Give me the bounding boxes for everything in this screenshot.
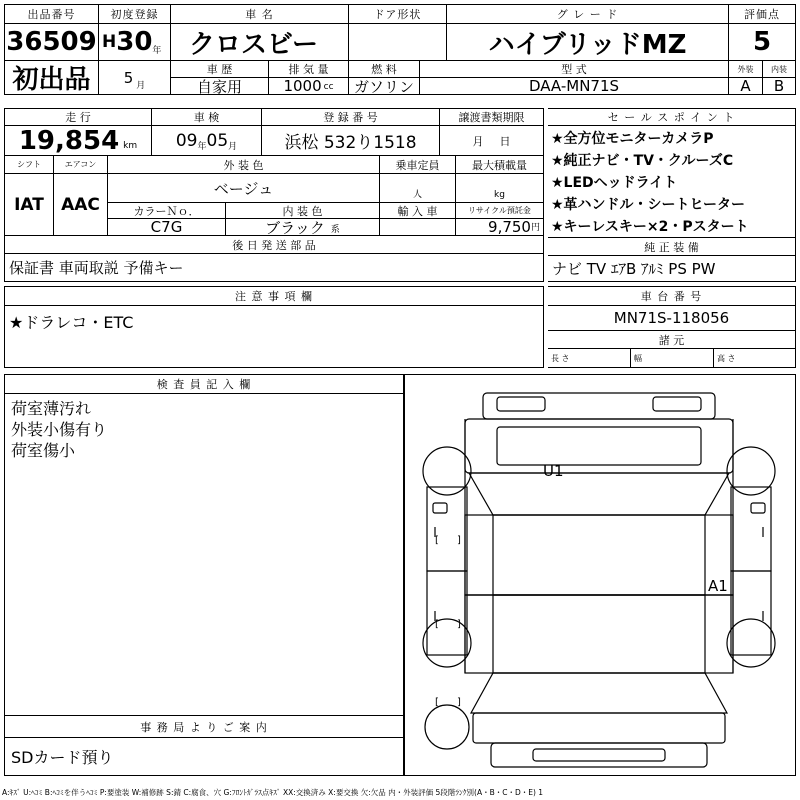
seats-value: 人 [380, 174, 456, 203]
inspection-line: 荷室傷小 [11, 441, 76, 460]
height-label: 高 さ [714, 349, 796, 368]
first-registration-month: 5 月 [99, 61, 171, 95]
notes-label: 注 意 事 項 欄 [4, 286, 544, 306]
shift-value: IAT [4, 174, 54, 236]
lot-number-value: 36509 [4, 24, 99, 61]
svg-text:[: [ [435, 697, 439, 708]
fuel-value: ガソリン [349, 78, 420, 95]
interior-grade-value: B [763, 78, 796, 95]
svg-text:]: ] [457, 619, 461, 630]
office-notice-value: SDカード預り [4, 738, 404, 776]
aircon-label: エアコン [54, 156, 108, 174]
sales-point-label: セ ー ル ス ポ イ ン ト [548, 108, 796, 126]
interior-color-label: 内 装 色 [226, 203, 380, 219]
grade-label: グ レ ー ド [447, 4, 729, 24]
inspection-line: 荷室薄汚れ [11, 399, 92, 418]
chassis-number-label: 車 台 番 号 [548, 286, 796, 306]
lot-number-label: 出品番号 [4, 4, 99, 24]
legend-footer: A:ｷｽﾞ U:ﾍｺﾐ B:ﾍｺﾐを伴うﾍｺﾐ P:要塗装 W:補修跡 S:錆 C:腐食、穴 G:ﾌﾛﾝﾄｶﾞﾗｽ点ｷｽﾞ XX:交換済み X:要交換 欠:欠品 内・外装評価 5段階ﾗﾝｸ別(A・B・C・D・E) 1 [2, 787, 544, 797]
history-label: 車 歴 [171, 61, 269, 78]
door-shape-label: ドア形状 [349, 4, 447, 24]
exterior-color-label: 外 装 色 [108, 156, 380, 174]
dimensions-label: 諸 元 [548, 331, 796, 349]
svg-text:]: ] [457, 535, 461, 546]
sales-point-list [548, 126, 796, 238]
car-diagram [404, 374, 796, 776]
first-listing-badge: 初出品 [4, 61, 99, 95]
registration-number-label: 登 録 番 号 [262, 108, 440, 126]
car-name-value: クロスビー [171, 24, 349, 61]
inspection-label: 検 査 員 記 入 欄 [4, 374, 404, 394]
later-parts-value: 保証書 車両取説 予備キー [4, 254, 544, 282]
notes-value: ★ドラレコ・ETC [4, 306, 544, 368]
aircon-value: AAC [54, 174, 108, 236]
door-shape-value [349, 24, 447, 61]
standard-equipment-value: ナビ TV ｴｱB ｱﾙﾐ PS PW [548, 256, 796, 282]
max-load-label: 最大積載量 [456, 156, 544, 174]
shift-label: シフト [4, 156, 54, 174]
transfer-deadline-value: 月 日 [440, 126, 544, 156]
history-value: 自家用 [171, 78, 269, 95]
sales-point-item: ★革ハンドル・シートヒーター [551, 197, 745, 213]
shaken-label: 車 検 [152, 108, 262, 126]
sales-point-item: ★LEDヘッドライト [551, 175, 678, 191]
svg-text:[: [ [435, 535, 439, 546]
svg-text:[: [ [435, 619, 439, 630]
color-number-value: C7G [108, 219, 226, 236]
import-label: 輸 入 車 [380, 203, 456, 219]
damage-mark-a1: A1 [708, 577, 728, 595]
mileage-label: 走 行 [4, 108, 152, 126]
exterior-grade-value: A [729, 78, 763, 95]
interior-grade-label: 内装 [763, 61, 796, 78]
later-parts-label: 後 日 発 送 部 品 [4, 236, 544, 254]
car-name-label: 車 名 [171, 4, 349, 24]
recycle-fee-label: リサイクル預託金 [456, 203, 544, 219]
sales-point-item: ★純正ナビ・TV・クルーズC [551, 153, 734, 169]
sales-point-item: ★全方位モニターカメラP [551, 131, 714, 147]
recycle-fee-value: 9,750 円 [456, 219, 544, 236]
model-code-label: 型 式 [420, 61, 729, 78]
svg-text:]: ] [457, 697, 461, 708]
office-notice-label: 事 務 局 よ り ご 案 内 [4, 716, 404, 738]
interior-color-value: ブラック 系 [226, 219, 380, 236]
shaken-value: 09 年 05 月 [152, 126, 262, 156]
first-registration-label: 初度登録 [99, 4, 171, 24]
score-label: 評価点 [729, 4, 796, 24]
displacement-value: 1000 cc [269, 78, 349, 95]
grade-value: ハイブリッドMZ [447, 24, 729, 61]
max-load-value: kg [456, 174, 544, 203]
color-number-label: カラーＮｏ． [108, 203, 226, 219]
standard-equipment-label: 純 正 装 備 [548, 238, 796, 256]
transfer-deadline-label: 譲渡書類期限 [440, 108, 544, 126]
mileage-value: 19,854 km [4, 126, 152, 156]
first-registration-value: H 30 年 [99, 24, 171, 61]
import-value [380, 219, 456, 236]
inspection-notes [4, 394, 404, 716]
sales-point-item: ★キーレスキー×2・Pスタート [551, 219, 749, 235]
chassis-number-value: MN71S-118056 [548, 306, 796, 331]
exterior-color-value: ベージュ [108, 174, 380, 203]
length-label: 長 さ [548, 349, 631, 368]
exterior-grade-label: 外装 [729, 61, 763, 78]
width-label: 幅 [631, 349, 714, 368]
damage-mark-u1: U1 [543, 462, 564, 480]
model-code-value: DAA-MN71S [420, 78, 729, 95]
seats-label: 乗車定員 [380, 156, 456, 174]
fuel-label: 燃 料 [349, 61, 420, 78]
car-diagram-svg [405, 375, 795, 775]
inspection-line: 外装小傷有り [11, 420, 108, 439]
score-value: 5 [729, 24, 796, 61]
registration-number-value: 浜松 532り1518 [262, 126, 440, 156]
displacement-label: 排 気 量 [269, 61, 349, 78]
